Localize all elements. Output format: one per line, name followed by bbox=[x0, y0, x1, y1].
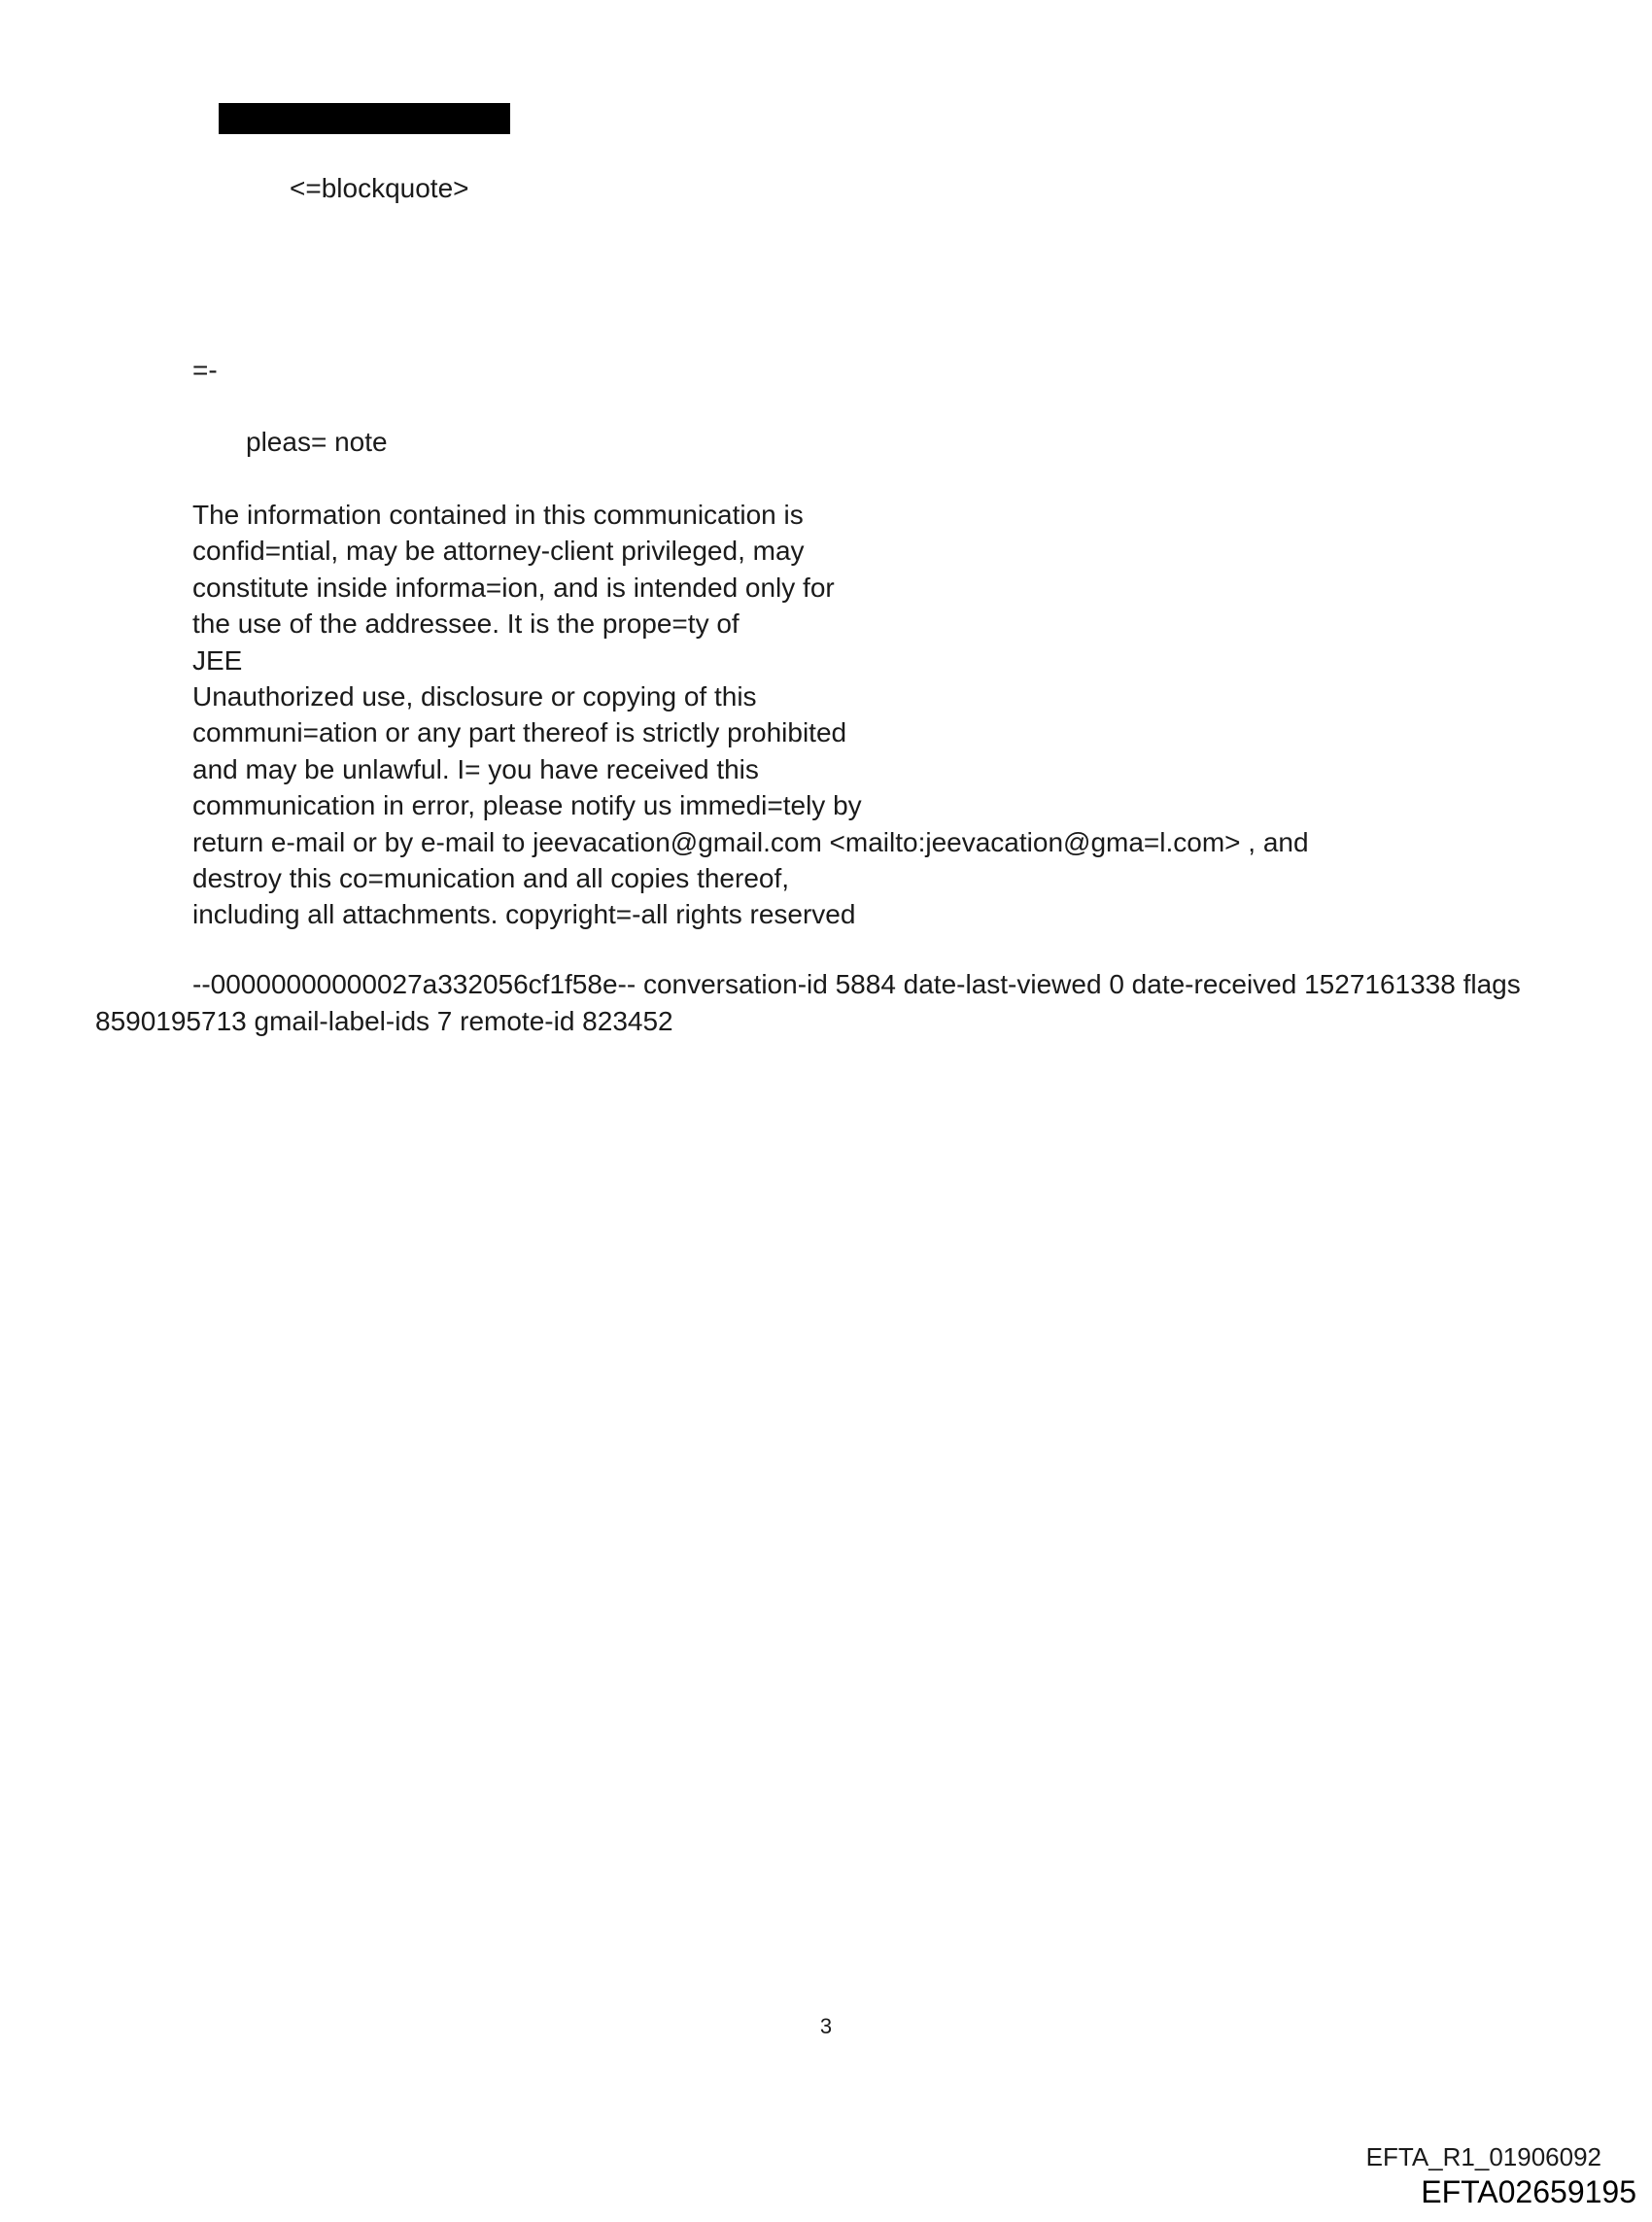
disclaimer-line: confid=ntial, may be attorney-client privileged, may bbox=[192, 536, 805, 567]
disclaimer-line: communi=ation or any part thereof is strictly prohibited bbox=[192, 717, 847, 748]
message-metadata bbox=[95, 966, 1553, 1039]
bates-stamp-primary: EFTA_R1_01906092 bbox=[1365, 2142, 1601, 2171]
page-number: 3 bbox=[819, 2014, 833, 2038]
disclaimer-line: and may be unlawful. I= you have received this bbox=[192, 753, 759, 784]
please-note-heading: pleas= note bbox=[246, 427, 388, 457]
disclaimer-line: including all attachments. copyright=-all rights reserved bbox=[192, 899, 856, 930]
blockquote-tag-text: <=blockquote> bbox=[290, 173, 469, 203]
disclaimer-line: communication in error, please notify us immedi=tely by bbox=[192, 790, 862, 821]
metadata-line: 8590195713 gmail-label-ids 7 remote-id 823452 bbox=[95, 1005, 673, 1036]
redaction-bar bbox=[219, 103, 510, 134]
disclaimer-line: destroy this co=munication and all copies thereof, bbox=[192, 863, 790, 894]
disclaimer-line: return e-mail or by e-mail to jeevacation@gmail.com <mailto:jeevacation@gma=l.com> , and bbox=[192, 826, 1309, 857]
disclaimer-line: The information contained in this communication is bbox=[192, 500, 804, 530]
disclaimer-line: JEE bbox=[192, 644, 243, 676]
disclaimer-line: constitute inside informa=ion, and is intended only for bbox=[192, 572, 835, 603]
separator-text: =- bbox=[192, 355, 218, 385]
confidentiality-disclaimer bbox=[192, 497, 1309, 933]
bates-stamp-secondary: EFTA02659195 bbox=[1421, 2174, 1636, 2209]
disclaimer-line: the use of the addressee. It is the prope=ty of bbox=[192, 608, 740, 640]
disclaimer-line: Unauthorized use, disclosure or copying of this bbox=[192, 681, 757, 712]
metadata-line: --00000000000027a332056cf1f58e-- conversation-id 5884 date-last-viewed 0 date-received 1527161338 flags bbox=[192, 969, 1521, 999]
